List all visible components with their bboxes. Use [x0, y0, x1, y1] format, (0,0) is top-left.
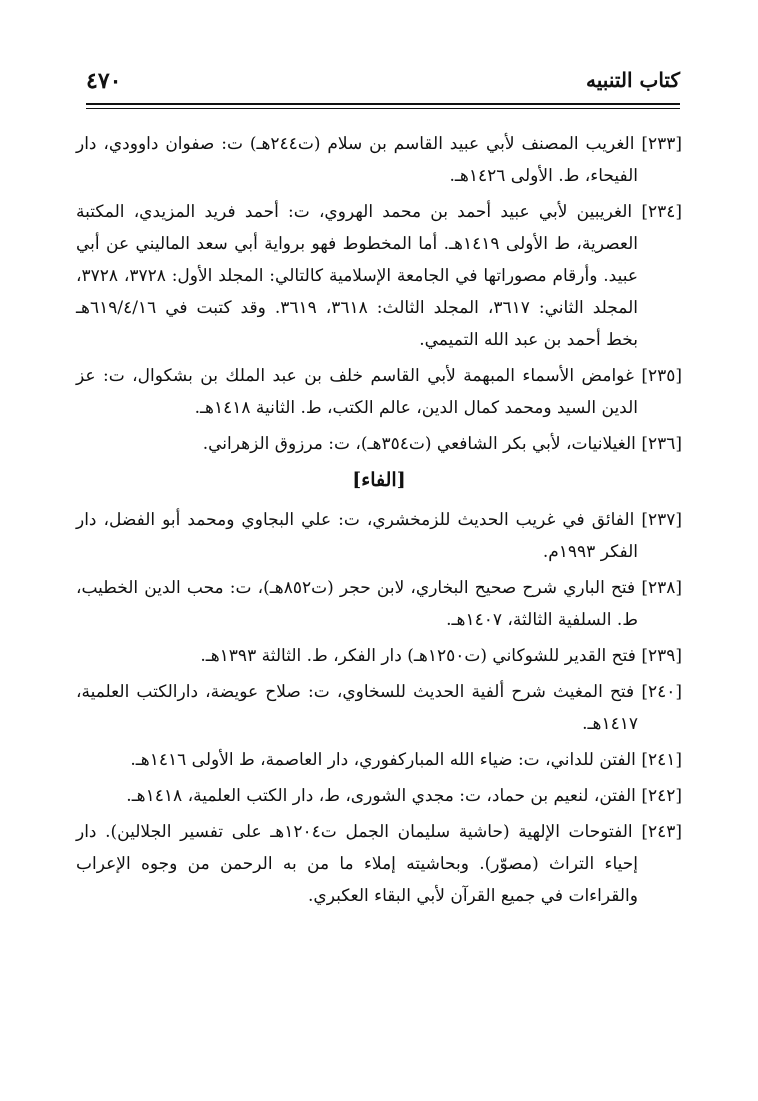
- entry-text: الغريبين لأبي عبيد أحمد بن محمد الهروي، ت: أحمد فريد المزيدي، المكتبة العصرية، ط الأولى ١٤١٩هـ. أما المخطوط فهو برواية أبي سعد الماليني عن أبي عبيد. وأرقام مصوراتها في الجامعة الإسلامية كالتالي: المجلد الأول: ٣٧٢٨، ٣٧٢٨، المجلد الثاني: ٣٦١٧، المجلد الثالث: ٣٦١٨، ٣٦١٩. وقد كتبت في ٦١٩/٤/١٦هـ بخط أحمد بن عبد الله التميمي.: [76, 202, 639, 350]
- entry-text: الفتوحات الإلهية (حاشية سليمان الجمل ت١٢٠٤هـ على تفسير الجلالين). دار إحياء التراث (مصوّر). وبحاشيته إملاء ما من به الرحمن من وجوه الإعراب والقراءات في جميع القرآن لأبي البقاء العكبري.: [76, 822, 638, 906]
- entry-text: الفتن للداني، ت: ضياء الله المباركفوري، دار العاصمة، ط الأولى ١٤١٦هـ.: [130, 750, 636, 770]
- entry-text: الغريب المصنف لأبي عبيد القاسم بن سلام (ت٢٤٤هـ) ت: صفوان داوودي، دار الفيحاء، ط. الأولى ١٤٢٦هـ.: [76, 134, 638, 186]
- entry-number: [٢٣٩]: [641, 646, 682, 666]
- entry-number: [٢٣٨]: [641, 578, 683, 598]
- entry-number: [٢٤١]: [641, 750, 682, 770]
- entry-number: [٢٣٦]: [641, 434, 682, 454]
- bibliography-entry: [76, 572, 682, 636]
- entry-number: [٢٣٧]: [641, 510, 682, 530]
- bibliography-entry: [76, 196, 682, 356]
- section-heading: [الفاء]: [352, 469, 406, 491]
- entry-number: [٢٣٥]: [641, 366, 682, 386]
- bibliography-entry: [76, 128, 682, 192]
- bibliography-entry: [76, 640, 682, 672]
- entry-text: غوامض الأسماء المبهمة لأبي القاسم خلف بن عبد الملك بن بشكوال، ت: عز الدين السيد ومحمد كمال الدين، عالم الكتب، ط. الثانية ١٤١٨هـ.: [76, 366, 638, 418]
- entry-text: الغيلانيات، لأبي بكر الشافعي (ت٣٥٤هـ)، ت: مرزوق الزهراني.: [202, 434, 636, 454]
- entry-text: فتح القدير للشوكاني (ت١٢٥٠هـ) دار الفكر، ط. الثالثة ١٣٩٣هـ.: [200, 646, 636, 666]
- bibliography-entry: [76, 744, 682, 776]
- page-header: [86, 68, 680, 102]
- entry-text: فتح المغيث شرح ألفية الحديث للسخاوي، ت: صلاح عويضة، دارالكتب العلمية، ١٤١٧هـ.: [76, 682, 638, 734]
- entry-number: [٢٤٣]: [641, 822, 682, 842]
- bibliography-body: [76, 128, 682, 916]
- bibliography-entry: [76, 504, 682, 568]
- running-title: كتاب التنبيه: [586, 68, 680, 92]
- bibliography-entry: [76, 428, 682, 460]
- entry-number: [٢٣٣]: [641, 134, 683, 154]
- entry-number: [٢٣٤]: [641, 202, 682, 222]
- header-rule-thin: [86, 108, 680, 109]
- page-number: ٤٧٠: [86, 68, 122, 94]
- bibliography-entry: [76, 676, 682, 740]
- bibliography-entry: [76, 816, 682, 912]
- entry-text: الفائق في غريب الحديث للزمخشري، ت: علي البجاوي ومحمد أبو الفضل، دار الفكر ١٩٩٣م.: [76, 510, 638, 562]
- bibliography-entry: [76, 780, 682, 812]
- header-rule-thick: [86, 103, 680, 105]
- entry-text: فتح الباري شرح صحيح البخاري، لابن حجر (ت٨٥٢هـ)، ت: محب الدين الخطيب، ط. السلفية الثالثة، ١٤٠٧هـ.: [76, 578, 638, 630]
- entry-number: [٢٤٢]: [641, 786, 682, 806]
- entry-text: الفتن، لنعيم بن حماد، ت: مجدي الشورى، ط، دار الكتب العلمية، ١٤١٨هـ.: [126, 786, 636, 806]
- bibliography-entry: [76, 360, 682, 424]
- entry-number: [٢٤٠]: [641, 682, 682, 702]
